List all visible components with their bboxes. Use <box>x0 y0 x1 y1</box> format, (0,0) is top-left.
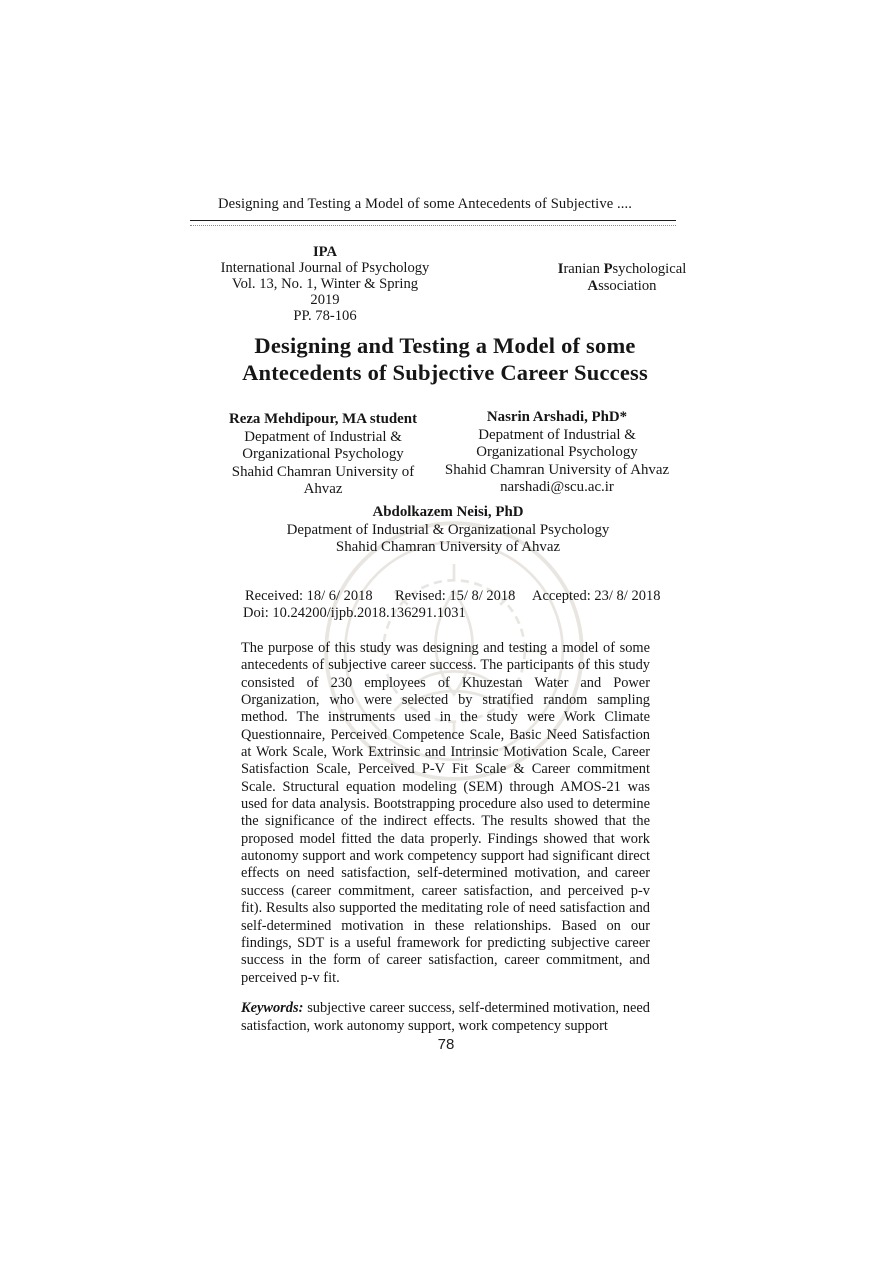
keywords-text: subjective career success, self-determined motivation, need satisfaction, work autonomy support, work competency support <box>241 1000 650 1034</box>
author-name: Abdolkazem Neisi, PhD <box>372 504 524 520</box>
author-name: Nasrin Arshadi, PhD* <box>486 409 628 425</box>
received-date: Received: 18/ 6/ 2018 <box>245 588 373 604</box>
author-email: narshadi@scu.ac.ir <box>500 479 614 496</box>
author-affiliation-line: Organizational Psychology <box>476 444 638 461</box>
journal-issue: Vol. 13, No. 1, Winter & Spring 2019 <box>231 275 419 308</box>
author-affiliation-line: Organizational Psychology <box>242 446 404 463</box>
article-title-line-2: Antecedents of Subjective Career Success <box>242 359 648 385</box>
author-block-mehdipour <box>212 411 434 499</box>
author-name: Reza Mehdipour, MA student <box>228 411 418 427</box>
doi: Doi: 10.24200/ijpb.2018.136291.1031 <box>243 605 466 621</box>
article-title-line-1: Designing and Testing a Model of some <box>254 333 636 358</box>
article-title <box>190 333 700 386</box>
association-line-1: Iranian Psychological <box>557 261 687 277</box>
association-name <box>540 261 704 294</box>
author-affiliation-line: Ahvaz <box>303 481 343 498</box>
accepted-date: Accepted: 23/ 8/ 2018 <box>532 588 661 604</box>
journal-name: International Journal of Psychology <box>220 259 430 276</box>
keywords-label: Keywords: <box>241 1000 304 1016</box>
association-line-2: Association <box>587 277 657 294</box>
journal-acronym: IPA <box>312 244 338 260</box>
author-affiliation-line: Depatment of Industrial & <box>478 426 636 443</box>
author-affiliation-line: Shahid Chamran University of Ahvaz <box>444 461 670 478</box>
header-rule <box>190 220 676 221</box>
keywords <box>241 1000 650 1035</box>
running-header: Designing and Testing a Model of some Antecedents of Subjective .... <box>218 196 633 212</box>
author-affiliation-line: Depatment of Industrial & <box>244 428 402 445</box>
author-affiliation-line: Shahid Chamran University of <box>231 463 415 480</box>
author-affiliation-line: Shahid Chamran University of Ahvaz <box>335 539 561 556</box>
header-rule-dotted <box>190 225 676 226</box>
author-affiliation-line: Depatment of Industrial & Organizational Psychology <box>286 521 610 538</box>
author-block-arshadi <box>432 409 682 497</box>
revised-date: Revised: 15/ 8/ 2018 <box>395 588 516 604</box>
author-block-neisi <box>232 504 664 557</box>
abstract-text: The purpose of this study was designing and testing a model of some antecedents of subjective career success. The participants of this study consisted of 230 employees of Khuzestan Water and Power Organization, who were selected by stratified random sampling method. The instruments used in the study were Work Climate Questionnaire, Perceived Competence Scale, Basic Need Satisfaction at Work Scale, Work Extrinsic and Intrinsic Motivation Scale, Career Satisfaction Scale, Perceived P-V Fit Scale & Career commitment Scale. Structural equation modeling (SEM) through AMOS-21 was used for data analysis. Bootstrapping procedure also used to determine the significance of the indirect effects. The results showed that the proposed model fitted the data properly. Findings showed that work autonomy support and work competency support had significant direct effects on need satisfaction, self-determined motivation, and career success (career commitment, career satisfaction, and perceived p-v fit). Results also supported the meditating role of need satisfaction and self-determined motivation in these relationships. Based on our findings, SDT is a useful framework for predicting subjective career success in the form of career satisfaction, career commitment, and perceived p-v fit. <box>241 640 650 986</box>
journal-masthead <box>216 245 434 325</box>
page-number: 78 <box>437 1036 455 1053</box>
journal-pages: PP. 78-106 <box>293 307 357 324</box>
